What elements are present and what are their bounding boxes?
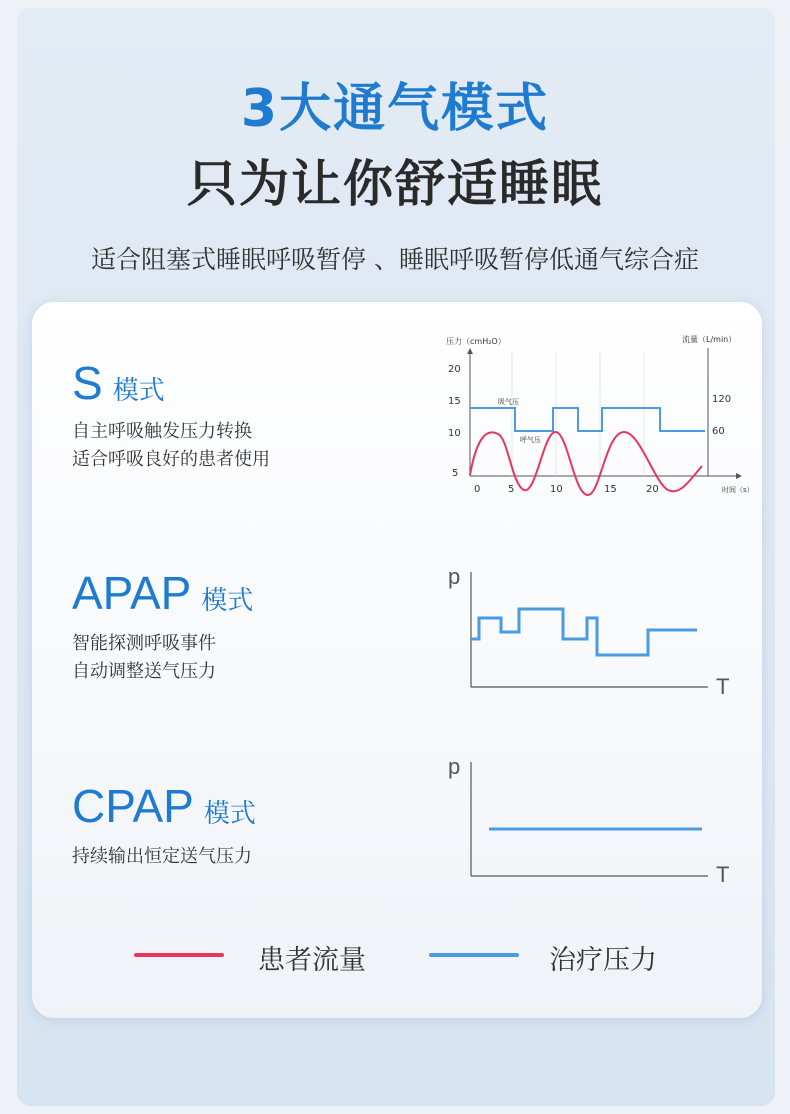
mode-suffix: 模式 [112,376,165,406]
mode-name: CPAP [72,780,194,832]
pressure-curve [470,408,705,431]
mode-suffix: 模式 [201,586,254,616]
x-axis-label: T [716,862,730,887]
mode-s [72,356,270,474]
flow-curve [470,432,702,495]
legend [0,936,790,976]
tick-label: 60 [712,426,725,437]
page-title: 3大通气模式 [240,79,550,139]
tick-label: 15 [604,484,617,495]
tick-label: 20 [646,484,659,495]
cpap-mode-chart [440,750,740,890]
mode-suffix: 模式 [203,799,256,829]
mode-desc-line: 智能探测呼吸事件 [72,633,216,654]
tick-label: 5 [452,468,459,479]
tick-label: 120 [712,394,732,405]
apap-mode-chart [440,560,740,700]
mode-desc-line: 自主呼吸触发压力转换 [72,421,252,442]
left-axis-arrow [467,348,473,354]
x-axis-label: T [716,674,730,699]
tick-label: 15 [448,396,461,407]
inhale-pressure-label: 吸气压 [498,398,519,406]
patient-flow-swatch [134,953,224,957]
exhale-pressure-label: 呼气压 [520,436,541,444]
tick-label: 10 [550,484,563,495]
mode-name: APAP [72,567,192,619]
mode-apap [72,566,253,686]
mode-cpap [72,779,256,871]
mode-desc-line: 适合呼吸良好的患者使用 [72,449,270,470]
therapy-pressure-swatch [429,953,519,957]
mode-desc-line: 自动调整送气压力 [72,661,216,682]
page-subtitle: 只为让你舒适睡眠 [187,155,603,213]
s-mode-chart [440,330,760,510]
applicable-conditions: 适合阻塞式睡眠呼吸暂停 、睡眠呼吸暂停低通气综合症 [91,245,699,274]
tick-label: 10 [448,428,461,439]
mode-desc-line: 持续输出恒定送气压力 [72,846,252,867]
left-axis-label: 压力（cmH₂O） [446,337,506,346]
right-axis-label: 流量（L/min） [682,335,737,344]
y-axis-label: p [448,754,461,779]
y-axis-label: p [448,564,461,589]
mode-name: S [72,357,103,409]
x-axis-label: 时间（s） [722,486,754,494]
patient-flow-label: 患者流量 [258,945,366,976]
tick-label: 5 [508,484,515,495]
tick-label: 0 [474,484,481,495]
therapy-pressure-label: 治疗压力 [549,945,657,976]
tick-label: 20 [448,364,461,375]
pressure-curve [470,609,697,655]
x-axis-arrow [736,473,742,479]
